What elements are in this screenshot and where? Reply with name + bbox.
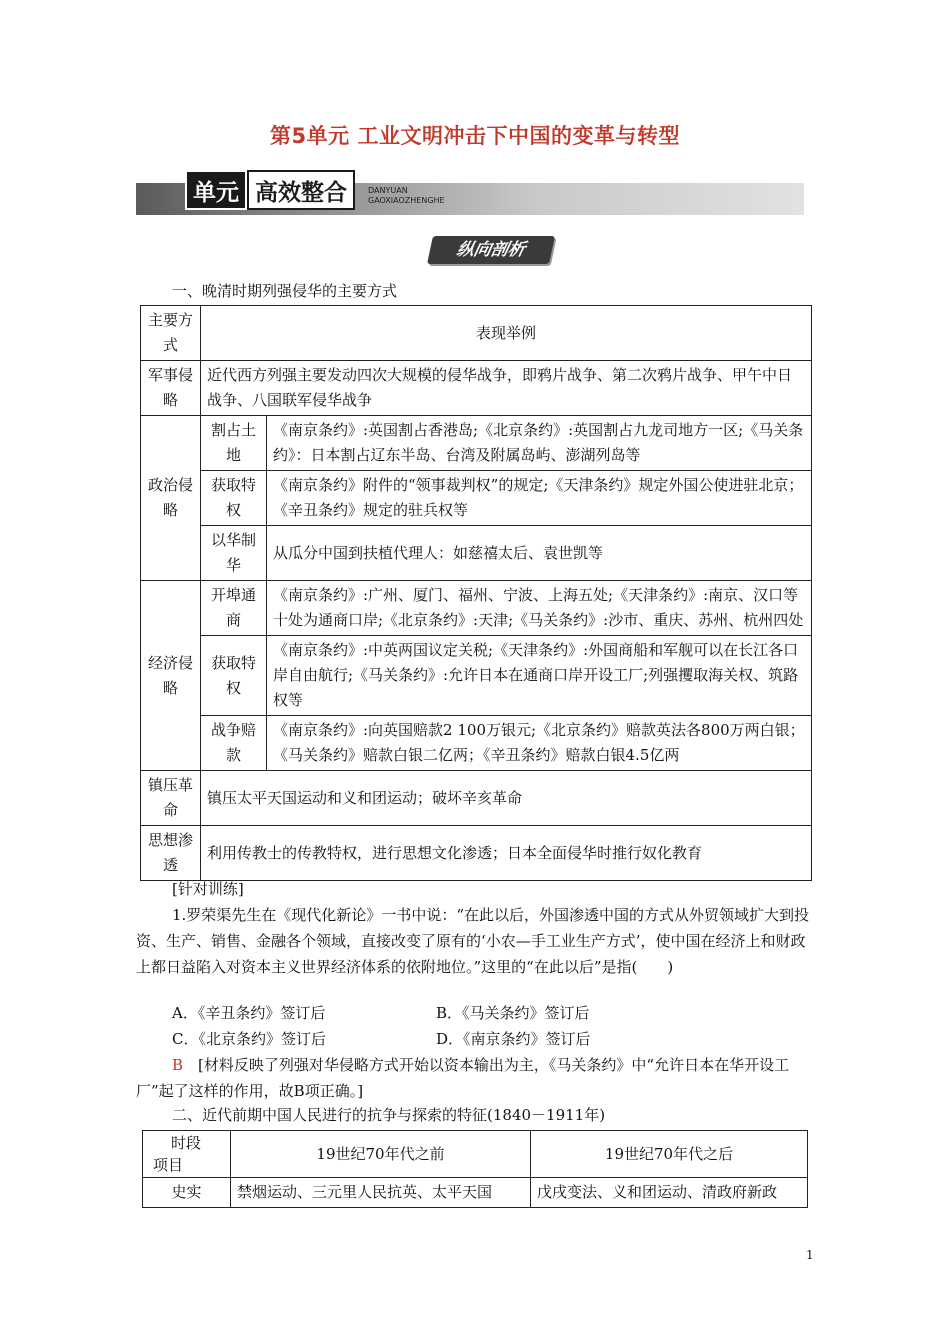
row-label-cell: 史实 — [143, 1178, 231, 1208]
banner-label-b: 高效整合 — [247, 170, 355, 210]
table-row — [141, 771, 812, 826]
table-row — [143, 1178, 808, 1208]
content-cell: 《南京条约》附件的“领事裁判权”的规定;《天津条约》规定外国公使进驻北京；《辛丑条约》规定的驻兵权等 — [267, 471, 812, 526]
answer-explanation: [材料反映了列强对华侵略方式开始以资本输出为主，《马关条约》中“允许日本在华开设工厂”起了这样的作用，故B项正确。] — [136, 1056, 790, 1100]
content-cell: 《南京条约》:向英国赔款2 100万银元;《北京条约》赔款英法各800万两白银；《马关条约》赔款白银二亿两；《辛丑条约》赔款白银4.5亿两 — [267, 716, 812, 771]
aggression-table — [140, 305, 812, 881]
category-cell: 军事侵略 — [141, 361, 201, 416]
category-cell: 经济侵略 — [141, 581, 201, 771]
content-cell: 从瓜分中国到扶植代理人：如慈禧太后、袁世凯等 — [267, 526, 812, 581]
content-cell: 《南京条约》:中英两国议定关税;《天津条约》:外国商船和军舰可以在长江各口岸自由航行;《马关条约》:允许日本在通商口岸开设工厂;列强攫取海关权、筑路权等 — [267, 636, 812, 716]
subcategory-cell: 战争赔款 — [201, 716, 267, 771]
corner-bottom: 项目 — [153, 1156, 184, 1174]
table-row — [141, 636, 812, 716]
subcategory-cell: 获取特权 — [201, 636, 267, 716]
table-row — [141, 716, 812, 771]
table-row — [141, 826, 812, 881]
banner-pinyin-2: GAOXIAOZHENGHE — [368, 196, 445, 205]
banner-pinyin-1: DANYUAN — [368, 186, 408, 195]
content-cell: 戊戌变法、义和团运动、清政府新政 — [531, 1178, 808, 1208]
header-cell: 主要方式 — [141, 306, 201, 361]
answer-letter: B — [172, 1056, 184, 1074]
table-row — [141, 471, 812, 526]
content-cell: 《南京条约》:广州、厦门、福州、宁波、上海五处;《天津条约》:南京、汉口等十处为通商口岸;《北京条约》:天津;《马关条约》:沙市、重庆、苏州、杭州四处 — [267, 581, 812, 636]
category-cell: 镇压革命 — [141, 771, 201, 826]
category-cell: 思想渗透 — [141, 826, 201, 881]
table-row — [141, 416, 812, 471]
table-row — [141, 306, 812, 361]
subcategory-cell: 割占土地 — [201, 416, 267, 471]
option-a: A．《辛丑条约》签订后 — [172, 1004, 326, 1022]
table-row — [141, 526, 812, 581]
corner-cell — [143, 1131, 231, 1178]
answer-block — [136, 1052, 816, 1104]
unit-banner-label — [185, 170, 355, 210]
content-cell: 镇压太平天国运动和义和团运动；破坏辛亥革命 — [201, 771, 812, 826]
practice-label: [针对训练] — [172, 880, 244, 898]
category-cell: 政治侵略 — [141, 416, 201, 581]
content-cell: 利用传教士的传教特权，进行思想文化渗透；日本全面侵华时推行奴化教育 — [201, 826, 812, 881]
option-c: C．《北京条约》签订后 — [172, 1030, 326, 1048]
header-cell: 19世纪70年代之前 — [231, 1131, 531, 1178]
content-cell: 《南京条约》:英国割占香港岛;《北京条约》:英国割占九龙司地方一区;《马关条约》：日本割占辽东半岛、台湾及附属岛屿、澎湖列岛等 — [267, 416, 812, 471]
subcategory-cell: 开埠通商 — [201, 581, 267, 636]
banner-label-a: 单元 — [185, 170, 247, 210]
section-heading-2: 二、近代前期中国人民进行的抗争与探索的特征(1840－1911年) — [172, 1106, 606, 1124]
table-row — [143, 1131, 808, 1178]
option-b: B．《马关条约》签订后 — [436, 1004, 590, 1022]
header-cell: 19世纪70年代之后 — [531, 1131, 808, 1178]
table-row — [141, 361, 812, 416]
banner-pinyin — [368, 186, 445, 206]
page-number: 1 — [806, 1248, 814, 1262]
question-text: 1.罗荣渠先生在《现代化新论》一书中说：“在此以后，外国渗透中国的方式从外贸领域扩大到投资、生产、销售、金融各个领域，直接改变了原有的‘小农—手工业生产方式’，使中国在经济上和财政上都日益陷入对资本主义世界经济体系的依附地位。”这里的“在此以后”是指( ) — [136, 906, 809, 976]
header-cell: 表现举例 — [201, 306, 812, 361]
option-d: D．《南京条约》签订后 — [436, 1030, 591, 1048]
page-title: 第5单元 工业文明冲击下中国的变革与转型 — [270, 124, 680, 148]
content-cell: 近代西方列强主要发动四次大规模的侵华战争，即鸦片战争、第二次鸦片战争、甲午中日战争、八国联军侵华战争 — [201, 361, 812, 416]
subcategory-cell: 以华制华 — [201, 526, 267, 581]
struggle-table — [142, 1130, 808, 1208]
corner-top: 时段 — [171, 1134, 202, 1152]
content-cell: 禁烟运动、三元里人民抗英、太平天国 — [231, 1178, 531, 1208]
section-heading-1: 一、晚清时期列强侵华的主要方式 — [172, 282, 398, 300]
subcategory-cell: 获取特权 — [201, 471, 267, 526]
section-badge: 纵向剖析 — [427, 236, 555, 264]
table-row — [141, 581, 812, 636]
